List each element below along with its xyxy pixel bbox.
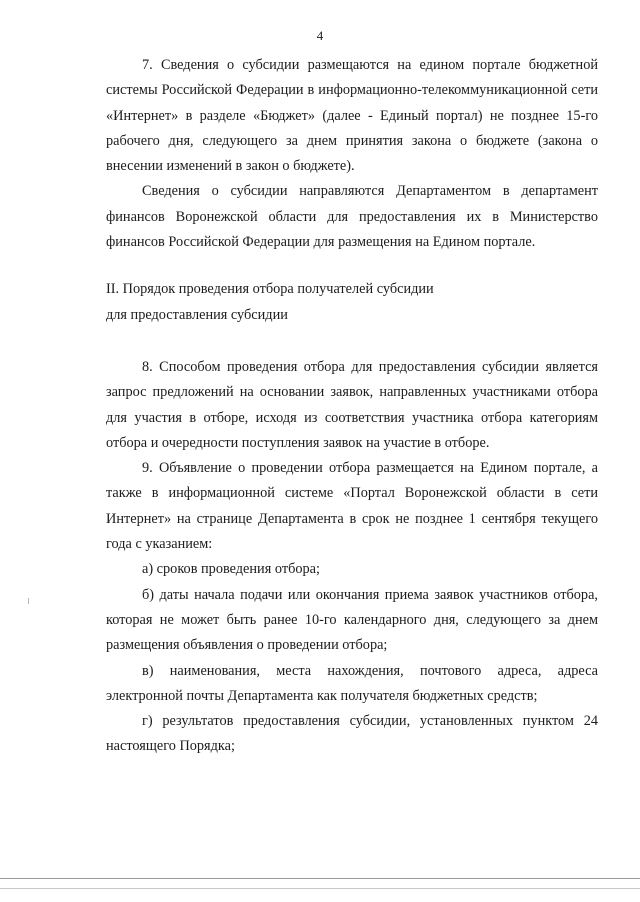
- paragraph-9: 9. Объявление о проведении отбора размещается на Едином портале, а также в информационной системе «Портал Воронежской области в сети Интернет» на странице Департамента в срок не позднее 1 сентября текущего года с указанием:: [106, 460, 598, 553]
- list-item-b: б) даты начала подачи или окончания приема заявок участников отбора, которая не может быть ранее 10-го календарного дня, следующего за днем размещения объявления о проведении отбора;: [106, 586, 598, 654]
- scan-artifact: [28, 598, 29, 604]
- list-item-g: г) результатов предоставления субсидии, установленных пунктом 24 настоящего Порядка;: [106, 713, 598, 755]
- scan-edge-line: [0, 888, 640, 889]
- section-heading-line-1: II. Порядок проведения отбора получателей субсидии: [106, 281, 434, 298]
- paragraph-7-continuation: Сведения о субсидии направляются Департаментом в департамент финансов Воронежской области для предоставления их в Министерство финансов Российской Федерации для размещения на Едином портале.: [106, 183, 598, 251]
- paragraph-7: 7. Сведения о субсидии размещаются на едином портале бюджетной системы Российской Федерации в информационно-телекоммуникационной сети «Интернет» в разделе «Бюджет» (далее - Единый портал) не позднее 15-го рабочего дня, следующего за днем принятия закона о бюджете (закона о внесении изменений в закон о бюджете).: [106, 57, 598, 175]
- section-heading-line-2: для предоставления субсидии: [106, 306, 288, 323]
- document-body: [106, 53, 598, 760]
- page-number: 4: [316, 28, 324, 43]
- scan-edge-line: [0, 878, 640, 879]
- paragraph-8: 8. Способом проведения отбора для предоставления субсидии является запрос предложений на основании заявок, направленных участниками отбора для участия в отборе, исходя из соответствия участника отбора категориям отбора и очередности поступления заявок на участие в отборе.: [106, 358, 598, 451]
- spacer: [106, 255, 598, 277]
- list-item-v: в) наименования, места нахождения, почтового адреса, адреса электронной почты Департамента как получателя бюджетных средств;: [106, 662, 598, 704]
- list-item-a: а) сроков проведения отбора;: [142, 561, 320, 578]
- spacer: [106, 328, 598, 355]
